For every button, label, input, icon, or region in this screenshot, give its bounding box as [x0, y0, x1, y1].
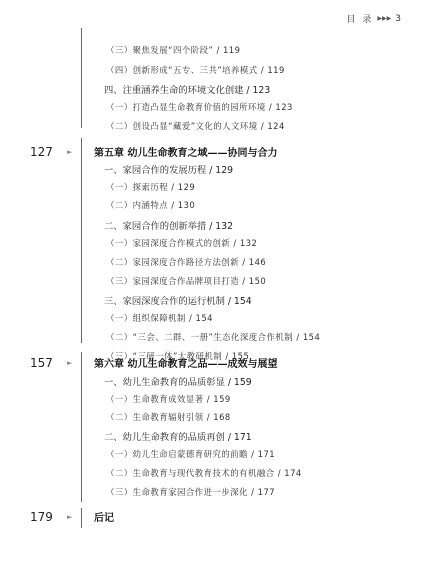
vertical-rule-top: [81, 28, 82, 128]
chapter5-marker-icon: ►: [67, 148, 73, 156]
header-arrows: ▶▶▶: [377, 15, 392, 22]
toc-entry[interactable]: （二）生命教育辐射引领 / 168: [106, 412, 231, 422]
chapter5-title[interactable]: 第五章 幼儿生命教育之域——协同与合力: [94, 148, 278, 159]
toc-entry[interactable]: （二）家园深度合作路径方法创新 / 146: [106, 257, 267, 267]
toc-entry[interactable]: （二）“三会、二群、一册”生态化深度合作机制 / 154: [106, 332, 321, 342]
toc-section[interactable]: 二、家园合作的创新举措 / 132: [104, 221, 234, 232]
toc-section[interactable]: 一、幼儿生命教育的品质彰显 / 159: [104, 377, 252, 388]
toc-section[interactable]: 三、家园深度合作的运行机制 / 154: [104, 296, 252, 307]
toc-entry[interactable]: （二）生命教育与现代教育技术的有机融合 / 174: [106, 468, 302, 478]
toc-entry[interactable]: （三）生命教育家园合作进一步深化 / 177: [106, 487, 276, 497]
header-title: 目 录: [346, 15, 374, 25]
afterword-marker-icon: ►: [67, 513, 73, 521]
toc-entry[interactable]: （一）家园深度合作模式的创新 / 132: [106, 238, 258, 248]
header-page-number: 3: [395, 13, 403, 24]
toc-section[interactable]: 四、注重涵养生命的环境文化创建 / 123: [104, 85, 271, 96]
toc-entry[interactable]: （四）创新形成“五专、三共”培养模式 / 119: [106, 65, 285, 75]
vertical-rule-afterword: [81, 508, 82, 528]
afterword-title[interactable]: 后记: [94, 513, 114, 524]
chapter6-page-number: 157: [30, 356, 53, 370]
vertical-rule-chapter6: [81, 352, 82, 502]
toc-entry[interactable]: （一）组织保障机制 / 154: [106, 313, 214, 323]
chapter6-title[interactable]: 第六章 幼儿生命教育之品——成效与展望: [94, 359, 278, 370]
toc-entry[interactable]: （三）家园深度合作品牌项目打造 / 150: [106, 276, 267, 286]
toc-section[interactable]: 二、幼儿生命教育的品质再创 / 171: [104, 432, 252, 443]
toc-entry[interactable]: （一）生命教育成效显著 / 159: [106, 394, 231, 404]
toc-entry[interactable]: （一）打造凸显生命教育价值的园所环境 / 123: [106, 102, 293, 112]
vertical-rule-chapter5: [81, 138, 82, 343]
toc-entry[interactable]: （三）聚焦发展“四个阶段” / 119: [106, 45, 241, 55]
chapter5-page-number: 127: [30, 145, 53, 159]
toc-entry[interactable]: （二）内涵特点 / 130: [106, 200, 196, 210]
toc-entry[interactable]: （一）幼儿生命启蒙德育研究的前瞻 / 171: [106, 449, 276, 459]
afterword-page-number: 179: [30, 510, 53, 524]
toc-entry[interactable]: （二）创设凸显“藏爱”文化的人文环境 / 124: [106, 121, 285, 131]
chapter6-marker-icon: ►: [67, 359, 73, 367]
running-header: [347, 12, 403, 25]
toc-entry[interactable]: （三）“三研一体”大教研机制 / 155: [106, 351, 250, 361]
toc-section[interactable]: 一、家园合作的发展历程 / 129: [104, 165, 234, 176]
toc-entry[interactable]: （一）探索历程 / 129: [106, 182, 196, 192]
